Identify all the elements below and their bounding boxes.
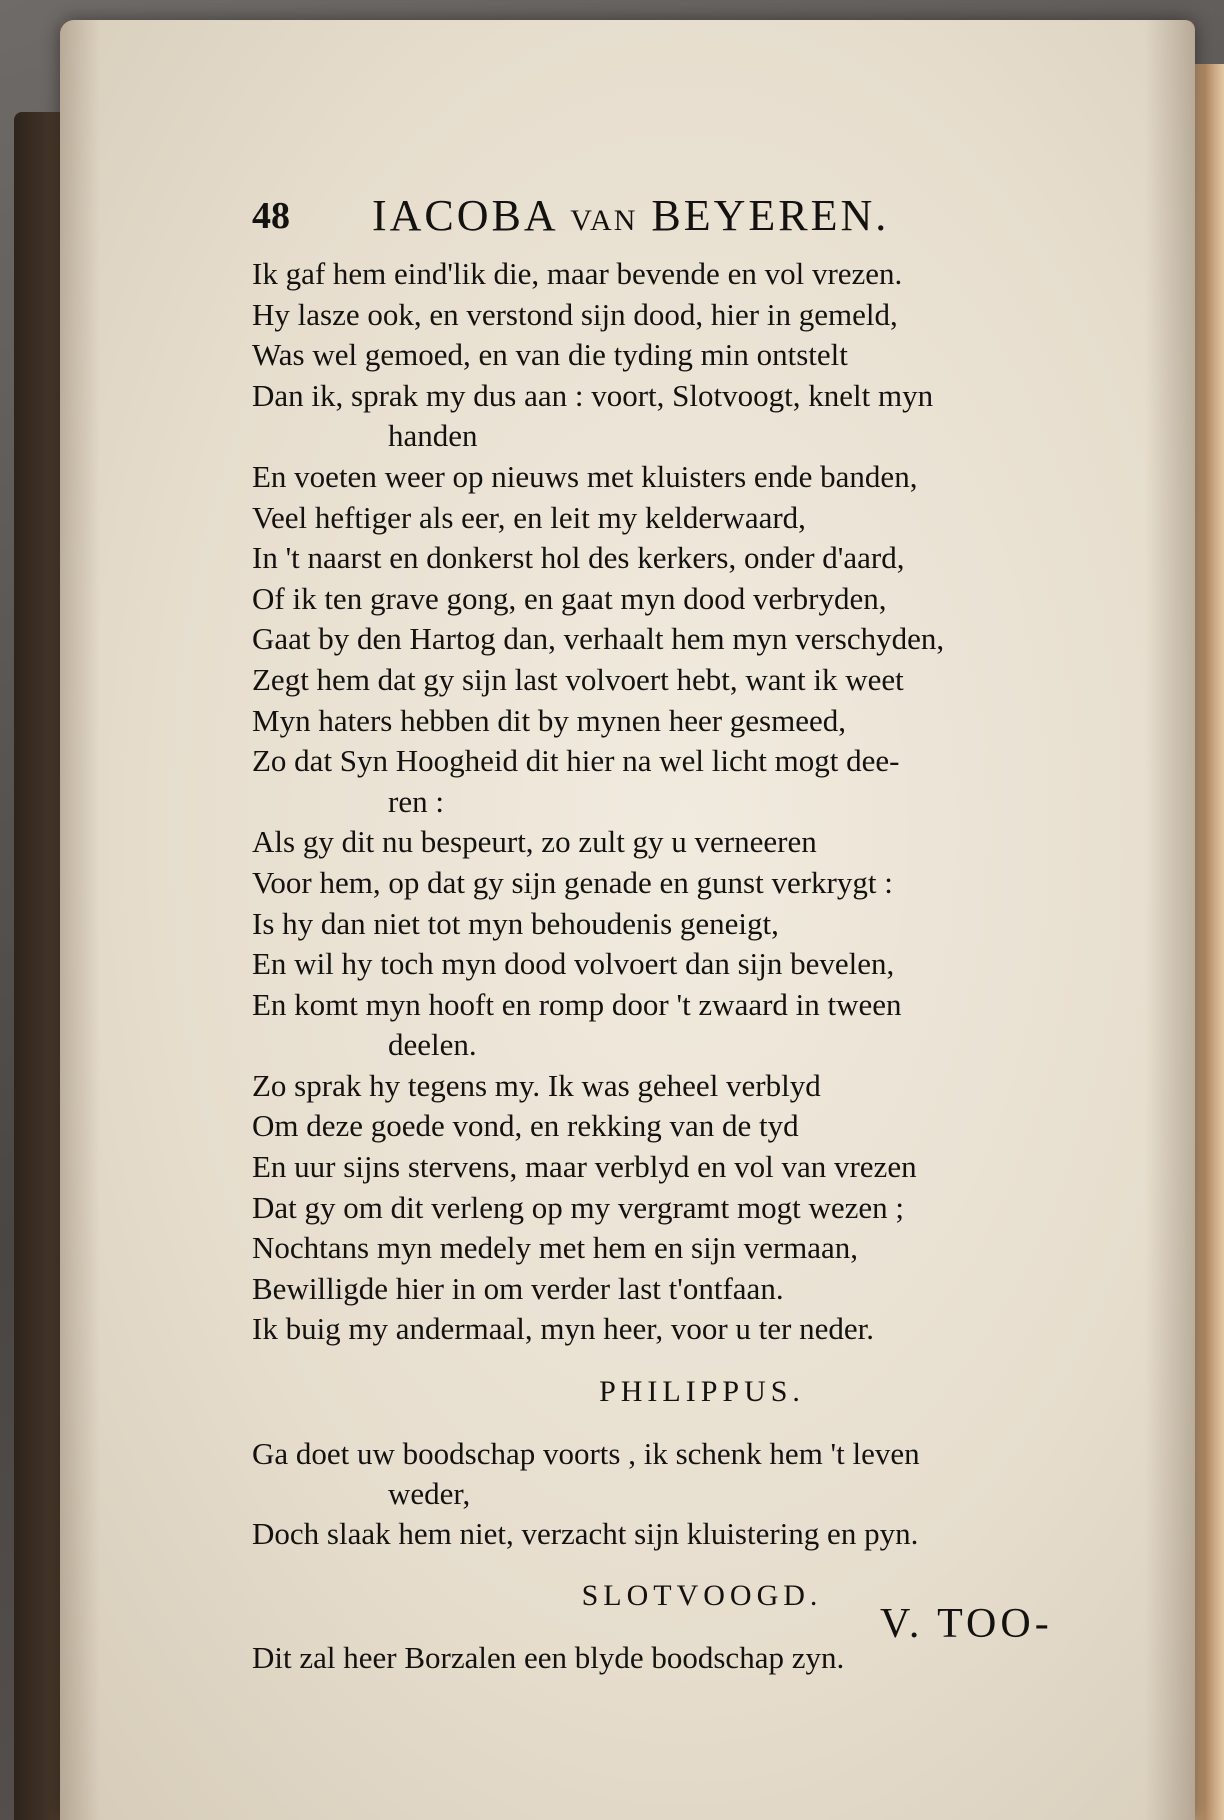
verse-line: Dan ik, sprak my dus aan : voort, Slotvoogt, knelt myn [252,377,934,413]
verse-block-1 [252,254,1152,1350]
speaker-philippus: PHILIPPUS. [599,1375,805,1409]
verse-line: En uur sijns stervens, maar verblyd en vol van vrezen [252,1149,917,1185]
verse-line: Gaat by den Hartog dan, verhaalt hem myn verschyden, [252,621,945,657]
catchword: V. TOO- [880,1601,1053,1647]
verse-line: Dit zal heer Borzalen een blyde boodschap zyn. [252,1640,845,1676]
verse-line: ren : [388,783,444,819]
verse-line: handen [388,418,478,454]
verse-line: Ik buig my andermaal, myn heer, voor u ter neder. [252,1311,874,1347]
verse-line: Was wel gemoed, en van die tyding min ontstelt [252,337,848,373]
verse-line: Ga doet uw boodschap voorts , ik schenk hem 't leven [252,1436,920,1472]
verse-line: Hy lasze ook, en verstond sijn dood, hier in gemeld, [252,296,898,332]
verse-line: En komt myn hooft en romp door 't zwaard in tween [252,986,902,1022]
verse-line: Als gy dit nu bespeurt, zo zult gy u verneeren [252,824,817,860]
verse-block-2 [252,1434,1152,1554]
verse-line: Zo dat Syn Hoogheid dit hier na wel licht mogt dee- [252,743,900,779]
verse-line: Ik gaf hem eind'lik die, maar bevende en vol vrezen. [252,256,903,291]
verse-line: Zegt hem dat gy sijn last volvoert hebt, want ik weet [252,661,904,697]
verse-line: In 't naarst en donkerst hol des kerkers, onder d'aard, [252,540,905,576]
page-number: 48 [252,195,290,237]
verse-line: En voeten weer op nieuws met kluisters ende banden, [252,458,918,494]
verse-line: weder, [388,1476,471,1512]
speaker-slotvoogd: SLOTVOOGD. [581,1579,823,1613]
verse-line: Voor hem, op dat gy sijn genade en gunst verkrygt : [252,864,893,900]
verse-line: Myn haters hebben dit by mynen heer gesmeed, [252,702,846,738]
running-title-part-1: IACOBA [372,191,557,240]
running-title-part-3: BEYEREN. [651,191,890,240]
page-text [252,190,1152,1679]
running-header [252,190,1152,254]
verse-line: deelen. [388,1027,477,1063]
verse-line: Zo sprak hy tegens my. Ik was geheel verblyd [252,1067,821,1103]
running-title-part-2: VAN [570,204,638,237]
verse-line: Bewilligde hier in om verder last t'ontfaan. [252,1270,784,1306]
verse-line: Doch slaak hem niet, verzacht sijn kluistering en pyn. [252,1516,919,1552]
verse-line: Om deze goede vond, en rekking van de tyd [252,1108,799,1144]
running-title [372,190,889,241]
verse-line: Nochtans myn medely met hem en sijn vermaan, [252,1230,859,1266]
verse-line: Of ik ten grave gong, en gaat myn dood verbryden, [252,580,887,616]
verse-line: Is hy dan niet tot myn behoudenis geneigt, [252,905,779,941]
verse-line: Veel heftiger als eer, en leit my kelderwaard, [252,499,806,535]
verse-line: Dat gy om dit verleng op my vergramt mogt wezen ; [252,1189,904,1225]
verse-line: En wil hy toch myn dood volvoert dan sijn bevelen, [252,946,895,982]
